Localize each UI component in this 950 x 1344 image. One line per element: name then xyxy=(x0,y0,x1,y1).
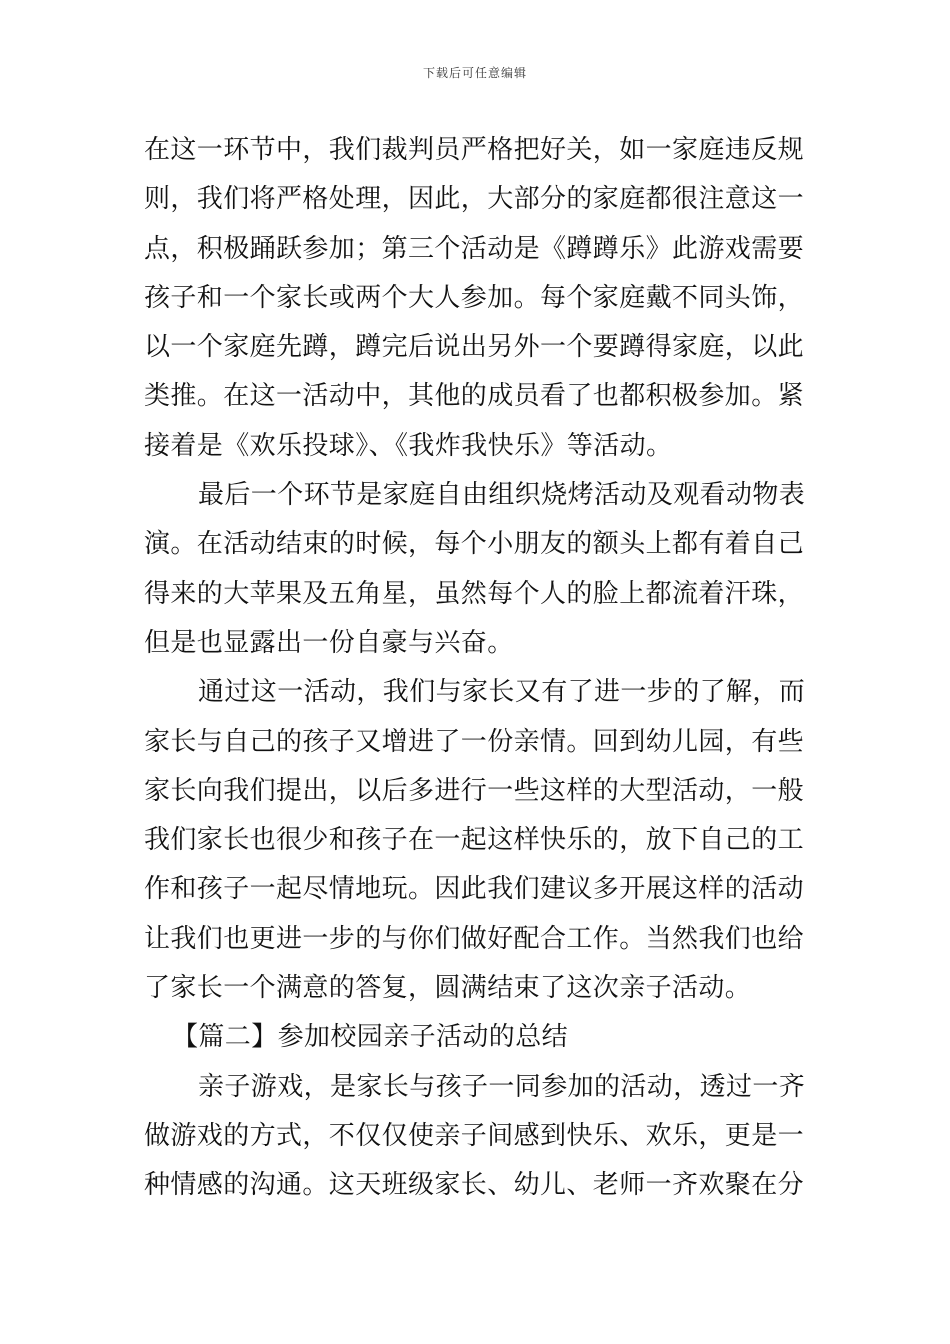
text-line: 在这一环节中，我们裁判员严格把好关，如一家庭违反规 xyxy=(144,135,805,165)
text-line: 让我们也更进一步的与你们做好配合工作。当然我们也给 xyxy=(144,923,805,954)
text-line: 但是也显露出一份自豪与兴奋。 xyxy=(144,627,514,658)
document-body xyxy=(144,126,814,1211)
text-line: 做游戏的方式，不仅仅使亲子间感到快乐、欢乐，更是一 xyxy=(144,1120,805,1151)
paragraph-start-line: 亲子游戏，是家长与孩子一同参加的活动，透过一齐 xyxy=(198,1071,806,1102)
text-line: 了家长一个满意的答复，圆满结束了这次亲子活动。 xyxy=(144,973,752,1004)
paragraph-start-line: 最后一个环节是家庭自由组织烧烤活动及观看动物表 xyxy=(198,480,806,511)
text-line: 则，我们将严格处理，因此，大部分的家庭都很注意这一 xyxy=(144,184,805,215)
text-line: 孩子和一个家长或两个大人参加。每个家庭戴不同头饰， xyxy=(144,282,805,313)
text-line: 作和孩子一起尽情地玩。因此我们建议多开展这样的活动 xyxy=(144,874,805,905)
paragraph-start-line: 通过这一活动，我们与家长又有了进一步的了解，而 xyxy=(198,677,806,708)
page-header: 下载后可任意编辑 xyxy=(422,66,527,80)
text-line: 接着是《欢乐投球》、《我炸我快乐》等活动。 xyxy=(144,430,673,461)
text-line: 我们家长也很少和孩子在一起这样快乐的，放下自己的工 xyxy=(144,825,805,856)
text-line: 演。在活动结束的时候，每个小朋友的额头上都有着自己 xyxy=(144,529,805,560)
text-line: 点，积极踊跃参加；第三个活动是《蹲蹲乐》此游戏需要 xyxy=(144,233,805,264)
text-line: 得来的大苹果及五角星，虽然每个人的脸上都流着汗珠， xyxy=(144,578,805,609)
text-line: 以一个家庭先蹲，蹲完后说出另外一个要蹲得家庭，以此 xyxy=(144,332,805,363)
section-heading: 【篇二】参加校园亲子活动的总结 xyxy=(172,1022,569,1053)
text-line: 类推。在这一活动中，其他的成员看了也都积极参加。紧 xyxy=(144,381,805,412)
text-line: 家长向我们提出，以后多进行一些这样的大型活动，一般 xyxy=(144,775,805,806)
text-line: 家长与自己的孩子又增进了一份亲情。回到幼儿园，有些 xyxy=(144,726,805,757)
text-line: 种情感的沟通。这天班级家长、幼儿、老师一齐欢聚在分 xyxy=(144,1170,805,1201)
